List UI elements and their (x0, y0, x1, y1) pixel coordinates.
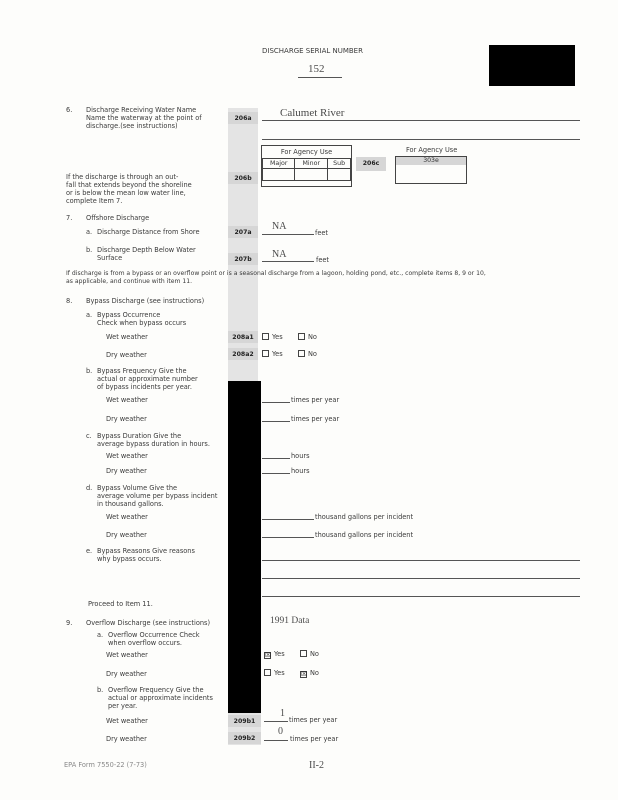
overflow-freq-dry-value[interactable]: 0 (278, 726, 283, 737)
agency-use-box-2[interactable] (395, 156, 467, 184)
agency-use-box-1 (261, 145, 352, 187)
offshore-depth-unit: feet (316, 256, 330, 264)
no-label: No (308, 350, 317, 358)
outfall-note-3: or is below the mean low water line, (66, 189, 186, 197)
agency-use-303e: 303e (396, 157, 466, 165)
agency-col-major: Major (263, 158, 295, 168)
bypass-volume-wet-unit: thousand gallons per incident (315, 513, 414, 521)
item6-title: Discharge Receiving Water Name (86, 106, 197, 114)
item6-number: 6. (66, 106, 73, 114)
item8a-label: a. (86, 311, 93, 319)
no-label: No (308, 333, 317, 341)
bypass-freq-wet-unit: times per year (291, 396, 340, 404)
water-name-line-2 (262, 139, 580, 140)
item8d-dry-label: Dry weather (106, 531, 147, 539)
item8c-wet-label: Wet weather (106, 452, 148, 460)
item8a-dry-label: Dry weather (106, 351, 147, 359)
item8d-text-1: Bypass Volume Give the (97, 484, 178, 492)
item8d-text-3: in thousand gallons. (97, 500, 164, 508)
item8b-wet-label: Wet weather (106, 396, 148, 404)
item9b-label: b. (97, 686, 104, 694)
checkbox-icon (300, 650, 307, 657)
checked-checkbox-icon: ☒ (301, 670, 308, 678)
item8c-text-2: average bypass duration in hours. (97, 440, 210, 448)
offshore-distance-unit: feet (315, 229, 329, 237)
checkbox-icon (298, 350, 305, 357)
item8d-label: d. (86, 484, 93, 492)
code-206b: 206b (228, 172, 258, 184)
item8d-wet-label: Wet weather (106, 513, 148, 521)
item8c-dry-label: Dry weather (106, 467, 147, 475)
agency-cell-major[interactable] (263, 168, 295, 180)
bypass-wet-no[interactable] (298, 333, 317, 342)
overflow-dry-yes[interactable] (264, 669, 285, 678)
overflow-dry-no[interactable] (300, 669, 319, 678)
overflow-freq-dry-unit: times per year (290, 735, 339, 743)
item9b-text-3: per year. (108, 702, 138, 710)
outfall-note-1: If the discharge is through an out- (66, 173, 179, 181)
outfall-note-2: fall that extends beyond the shoreline (66, 181, 192, 189)
no-label: No (310, 650, 319, 658)
item9-title: Overflow Discharge (see instructions) (86, 619, 211, 627)
bypass-duration-wet-unit: hours (291, 452, 310, 460)
overflow-wet-no[interactable] (300, 650, 319, 659)
receiving-water-name[interactable]: Calumet River (280, 107, 345, 119)
item8c-label: c. (86, 432, 92, 440)
item7b-text-1: Discharge Depth Below Water (97, 246, 196, 254)
item8a-wet-label: Wet weather (106, 333, 148, 341)
offshore-depth-value[interactable]: NA (272, 249, 287, 260)
agency-use-table-1 (262, 158, 351, 181)
item7-title: Offshore Discharge (86, 214, 150, 222)
overflow-freq-wet-unit: times per year (289, 716, 338, 724)
offshore-depth-line (262, 261, 314, 262)
checkbox-icon (298, 333, 305, 340)
item8c-text-1: Bypass Duration Give the (97, 432, 182, 440)
code-207b: 207b (228, 253, 258, 265)
item7-number: 7. (66, 214, 73, 222)
proceed-to-item-11: Proceed to Item 11. (88, 600, 153, 608)
bypass-dry-no[interactable] (298, 350, 317, 359)
bypass-note-2: as applicable, and continue with item 11. (66, 278, 193, 285)
bypass-note-1: If discharge is from a bypass or an overflow point or is a seasonal discharge from a lagoon, holding pond, etc., complete items 8, 9 or 10, (66, 270, 486, 277)
item9-number: 9. (66, 619, 73, 627)
item8-number: 8. (66, 297, 73, 305)
item9b-dry-label: Dry weather (106, 735, 147, 743)
bypass-volume-dry-unit: thousand gallons per incident (315, 531, 414, 539)
bypass-freq-dry-line[interactable] (262, 421, 290, 422)
agency-col-sub: Sub (328, 158, 351, 168)
yes-label: Yes (272, 333, 283, 341)
no-label: No (310, 669, 319, 677)
page-number: II-2 (309, 760, 324, 771)
agency-cell-sub[interactable] (328, 168, 351, 180)
item9a-text-1: Overflow Occurrence Check (108, 631, 200, 639)
item8a-title: Bypass Occurrence (97, 311, 161, 319)
serial-number-value: 152 (308, 63, 325, 75)
item9a-label: a. (97, 631, 104, 639)
data-year-note: 1991 Data (270, 616, 310, 626)
agency-cell-minor[interactable] (295, 168, 328, 180)
code-208a2: 208a2 (228, 348, 258, 360)
code-206c: 206c (356, 157, 386, 171)
code-209b1: 209b1 (228, 715, 261, 727)
item6-instr-1: Name the waterway at the point of (86, 114, 202, 122)
bypass-volume-wet-line[interactable] (262, 519, 314, 520)
item8a-sub: Check when bypass occurs (97, 319, 187, 327)
item6-instr-2: discharge.(see instructions) (86, 122, 178, 130)
agency-use-header-1: For Agency Use (280, 148, 333, 156)
item9b-text-1: Overflow Frequency Give the (108, 686, 204, 694)
form-id: EPA Form 7550-22 (7-73) (64, 761, 147, 769)
yes-label: Yes (272, 350, 283, 358)
item8b-dry-label: Dry weather (106, 415, 147, 423)
agency-col-minor: Minor (295, 158, 328, 168)
yes-label: Yes (274, 650, 285, 658)
item9a-dry-label: Dry weather (106, 670, 147, 678)
redaction-bar-code-column (228, 381, 261, 713)
item9b-wet-label: Wet weather (106, 717, 148, 725)
item9a-text-2: when overflow occurs. (108, 639, 182, 647)
item9a-wet-label: Wet weather (106, 651, 148, 659)
item8d-text-2: average volume per bypass incident (97, 492, 218, 500)
offshore-distance-value[interactable]: NA (272, 221, 287, 232)
code-208a1: 208a1 (228, 331, 258, 343)
yes-label: Yes (274, 669, 285, 677)
outfall-note-4: complete Item 7. (66, 197, 123, 205)
item8b-text-1: Bypass Frequency Give the (97, 367, 187, 375)
code-207a: 207a (228, 226, 258, 238)
item7a-label: a. (86, 228, 93, 236)
code-206a: 206a (228, 112, 258, 124)
item8-title: Bypass Discharge (see instructions) (86, 297, 205, 305)
serial-number-underline (298, 77, 342, 78)
item8b-label: b. (86, 367, 93, 375)
bypass-wet-yes[interactable] (262, 333, 283, 342)
bypass-duration-dry-line[interactable] (262, 473, 290, 474)
item8e-text-1: Bypass Reasons Give reasons (97, 547, 195, 555)
bypass-freq-dry-unit: times per year (291, 415, 340, 423)
redaction-box-top (489, 45, 575, 86)
bypass-reasons-line-3[interactable] (262, 596, 580, 597)
overflow-wet-yes[interactable] (264, 650, 285, 659)
checkbox-icon (262, 350, 269, 357)
bypass-duration-dry-unit: hours (291, 467, 310, 475)
offshore-distance-line (262, 234, 314, 235)
serial-number-label: DISCHARGE SERIAL NUMBER (262, 47, 363, 55)
agency-use-header-2: For Agency Use (406, 146, 458, 154)
bypass-dry-yes[interactable] (262, 350, 283, 359)
checked-checkbox-icon: ☒ (265, 651, 272, 659)
overflow-freq-dry-line (264, 740, 288, 741)
overflow-freq-wet-value[interactable]: 1 (280, 708, 285, 719)
bypass-volume-dry-line[interactable] (262, 537, 314, 538)
item7b-label: b. (86, 246, 93, 254)
bypass-reasons-line-2[interactable] (262, 578, 580, 579)
checkbox-icon (264, 669, 271, 676)
overflow-freq-wet-line (264, 721, 288, 722)
item8b-text-2: actual or approximate number (97, 375, 198, 383)
bypass-freq-wet-line[interactable] (262, 402, 290, 403)
bypass-reasons-line-1[interactable] (262, 560, 580, 561)
code-209b2: 209b2 (228, 732, 261, 744)
checkbox-icon (262, 333, 269, 340)
item8b-text-3: of bypass incidents per year. (97, 383, 192, 391)
bypass-duration-wet-line[interactable] (262, 458, 290, 459)
water-name-line-1 (262, 120, 580, 121)
item8e-label: e. (86, 547, 93, 555)
item9b-text-2: actual or approximate incidents (108, 694, 213, 702)
item7b-text-2: Surface (97, 254, 123, 262)
item7a-text: Discharge Distance from Shore (97, 228, 200, 236)
item8e-text-2: why bypass occurs. (97, 555, 162, 563)
